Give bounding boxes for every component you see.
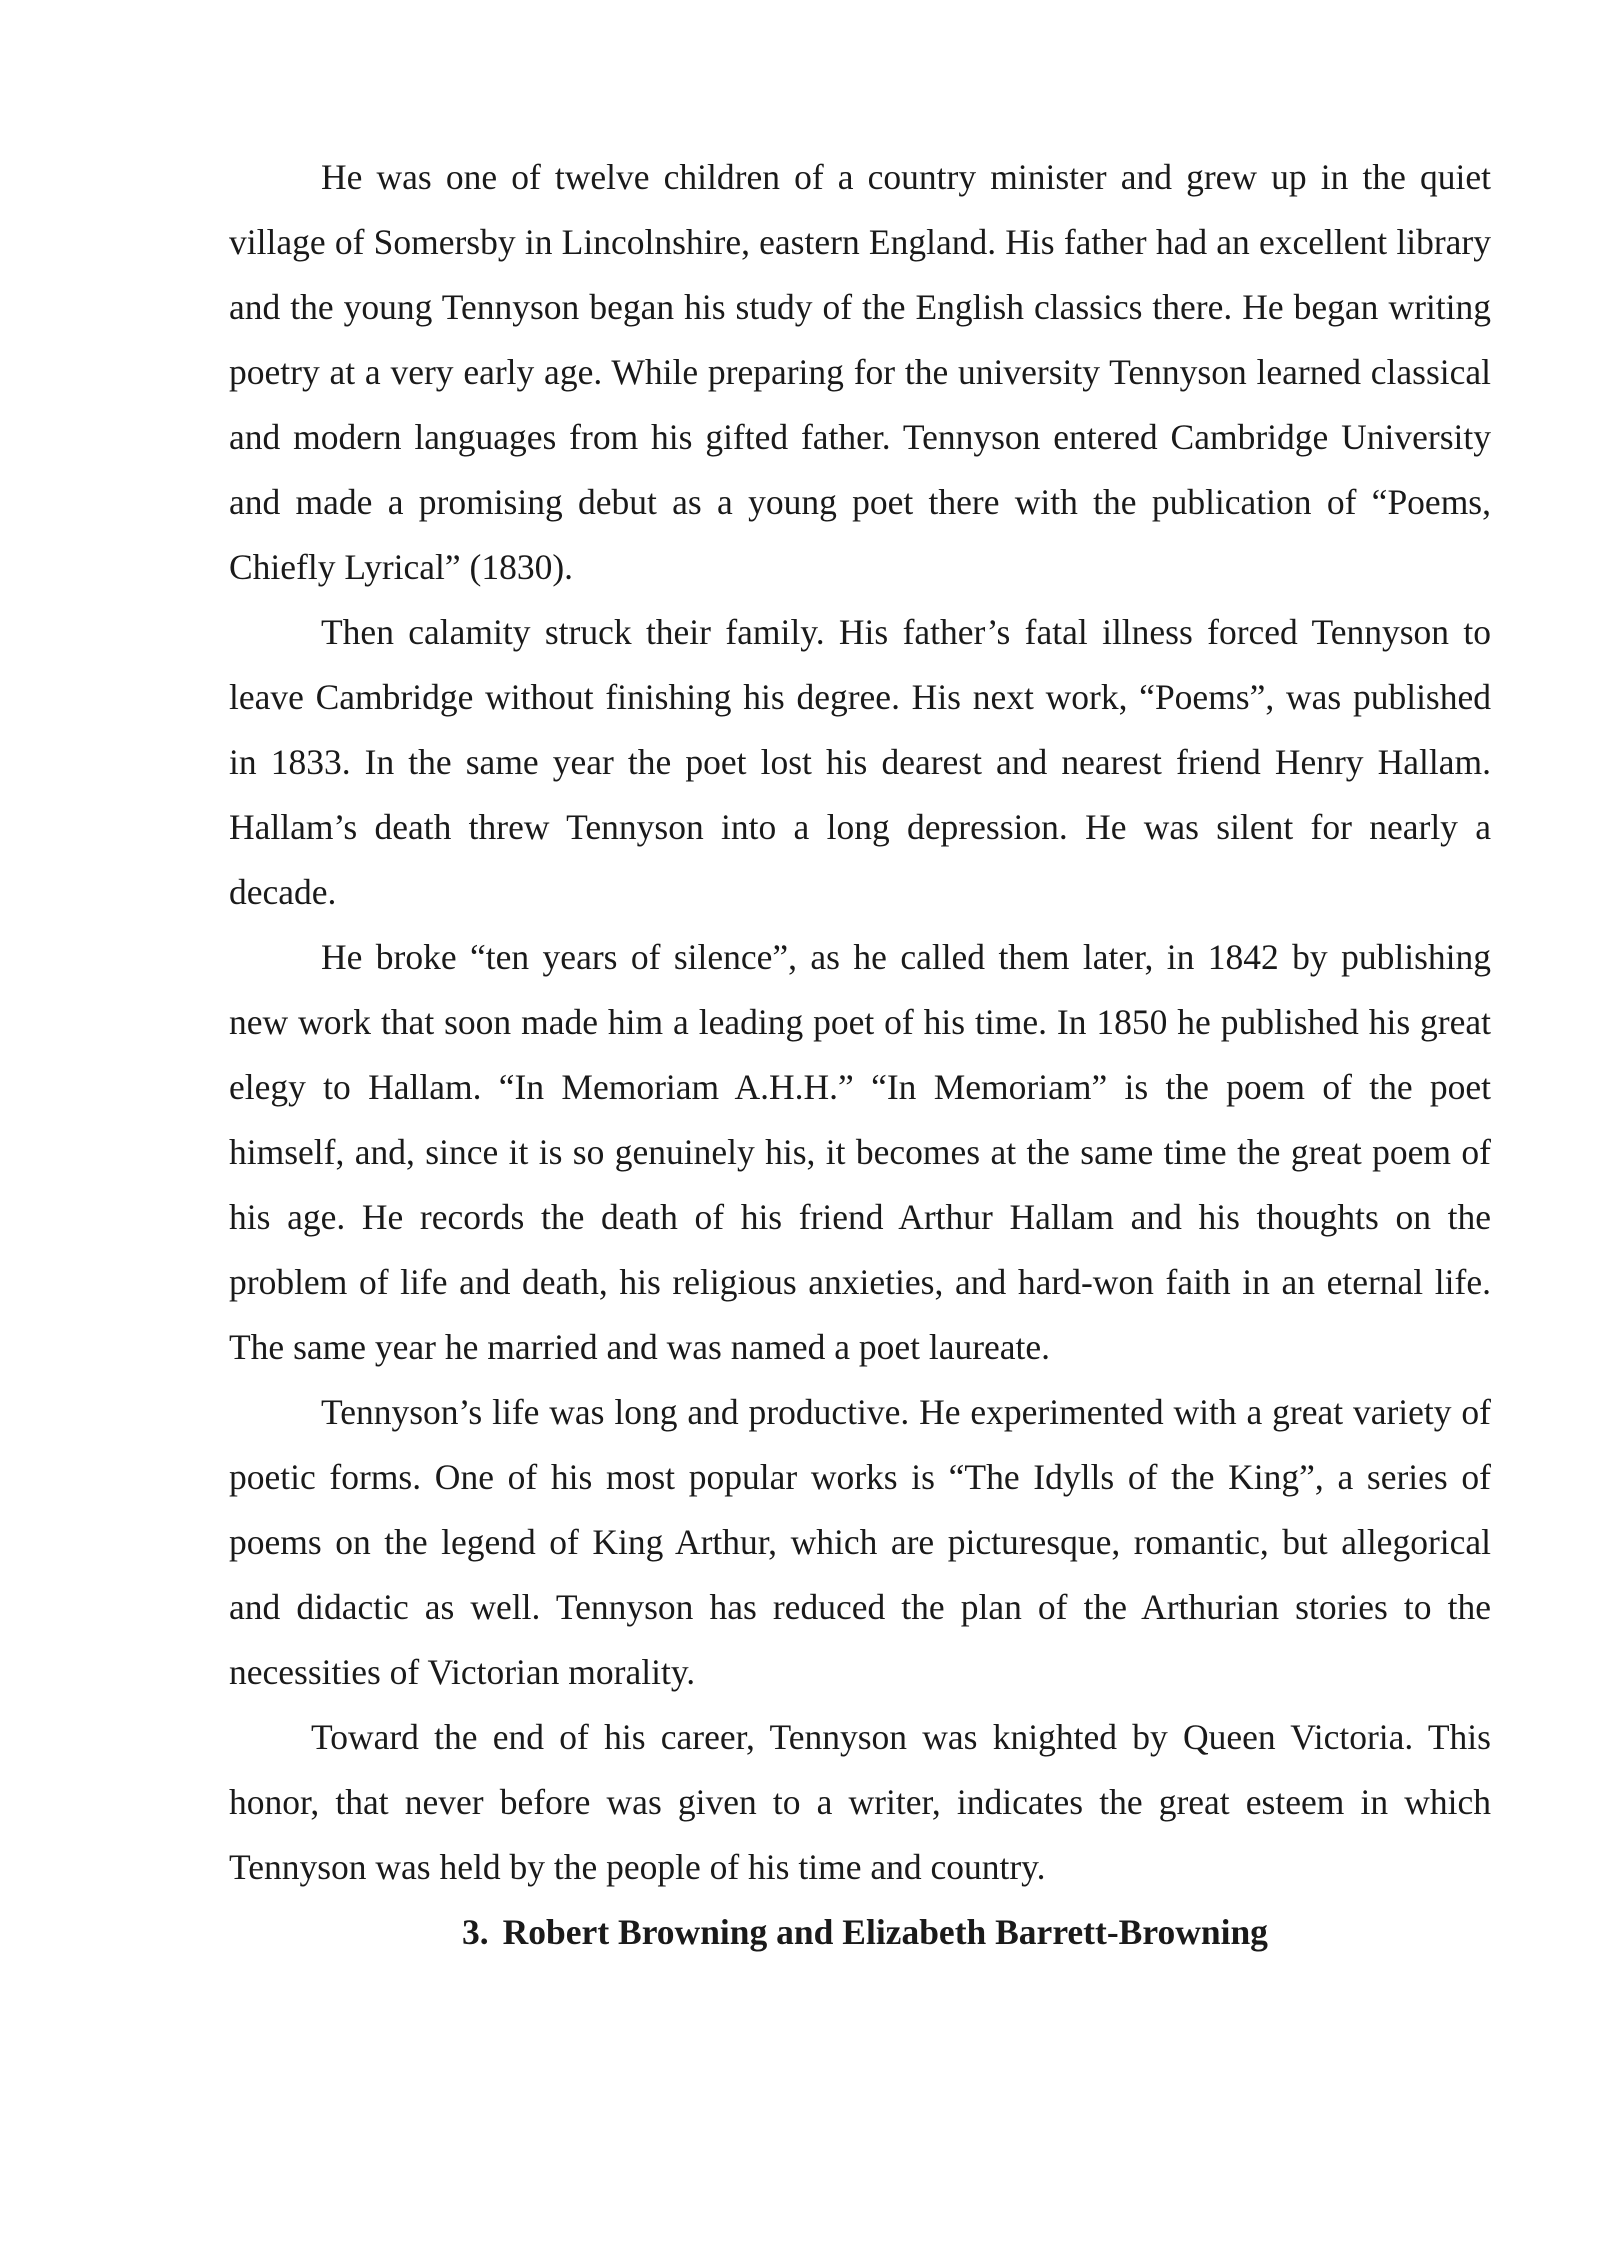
paragraph-3: He broke “ten years of silence”, as he called them later, in 1842 by publishing new work that soon made him a leading poet of his time. In 1850 he published his great elegy to Hallam. “In Memoriam A.H.H.” “In Memoriam” is the poem of the poet himself, and, since it is so genuinely his, it becomes at the same time the great poem of his age. He records the death of his friend Arthur Hallam and his thoughts on the problem of life and death, his religious anxieties, and hard-won faith in an eternal life. The same year he married and was named a poet laureate. — [229, 937, 1491, 1367]
section-number: 3. — [462, 1912, 489, 1952]
paragraph-1: He was one of twelve children of a country minister and grew up in the quiet village of Somersby in Lincolnshire, eastern England. His father had an excellent library and the young Tennyson began his study of the English classics there. He began writing poetry at a very early age. While preparing for the university Tennyson learned classical and modern languages from his gifted father. Tennyson entered Cambridge University and made a promising debut as a young poet there with the publication of “Poems, Chiefly Lyrical” (1830). — [229, 157, 1491, 587]
section-heading — [229, 1900, 1491, 1965]
section-title: Robert Browning and Elizabeth Barrett-Browning — [502, 1912, 1268, 1952]
paragraph-4: Tennyson’s life was long and productive. He experimented with a great variety of poetic forms. One of his most popular works is “The Idylls of the King”, a series of poems on the legend of King Arthur, which are picturesque, romantic, but allegorical and didactic as well. Tennyson has reduced the plan of the Arthurian stories to the necessities of Victorian morality. — [229, 1392, 1491, 1692]
document-body — [229, 145, 1491, 1965]
paragraph-5: Toward the end of his career, Tennyson was knighted by Queen Victoria. This honor, that never before was given to a writer, indicates the great esteem in which Tennyson was held by the people of his time and country. — [229, 1717, 1491, 1887]
paragraph-2: Then calamity struck their family. His father’s fatal illness forced Tennyson to leave Cambridge without finishing his degree. His next work, “Poems”, was published in 1833. In the same year the poet lost his dearest and nearest friend Henry Hallam. Hallam’s death threw Tennyson into a long depression. He was silent for nearly a decade. — [229, 612, 1491, 912]
